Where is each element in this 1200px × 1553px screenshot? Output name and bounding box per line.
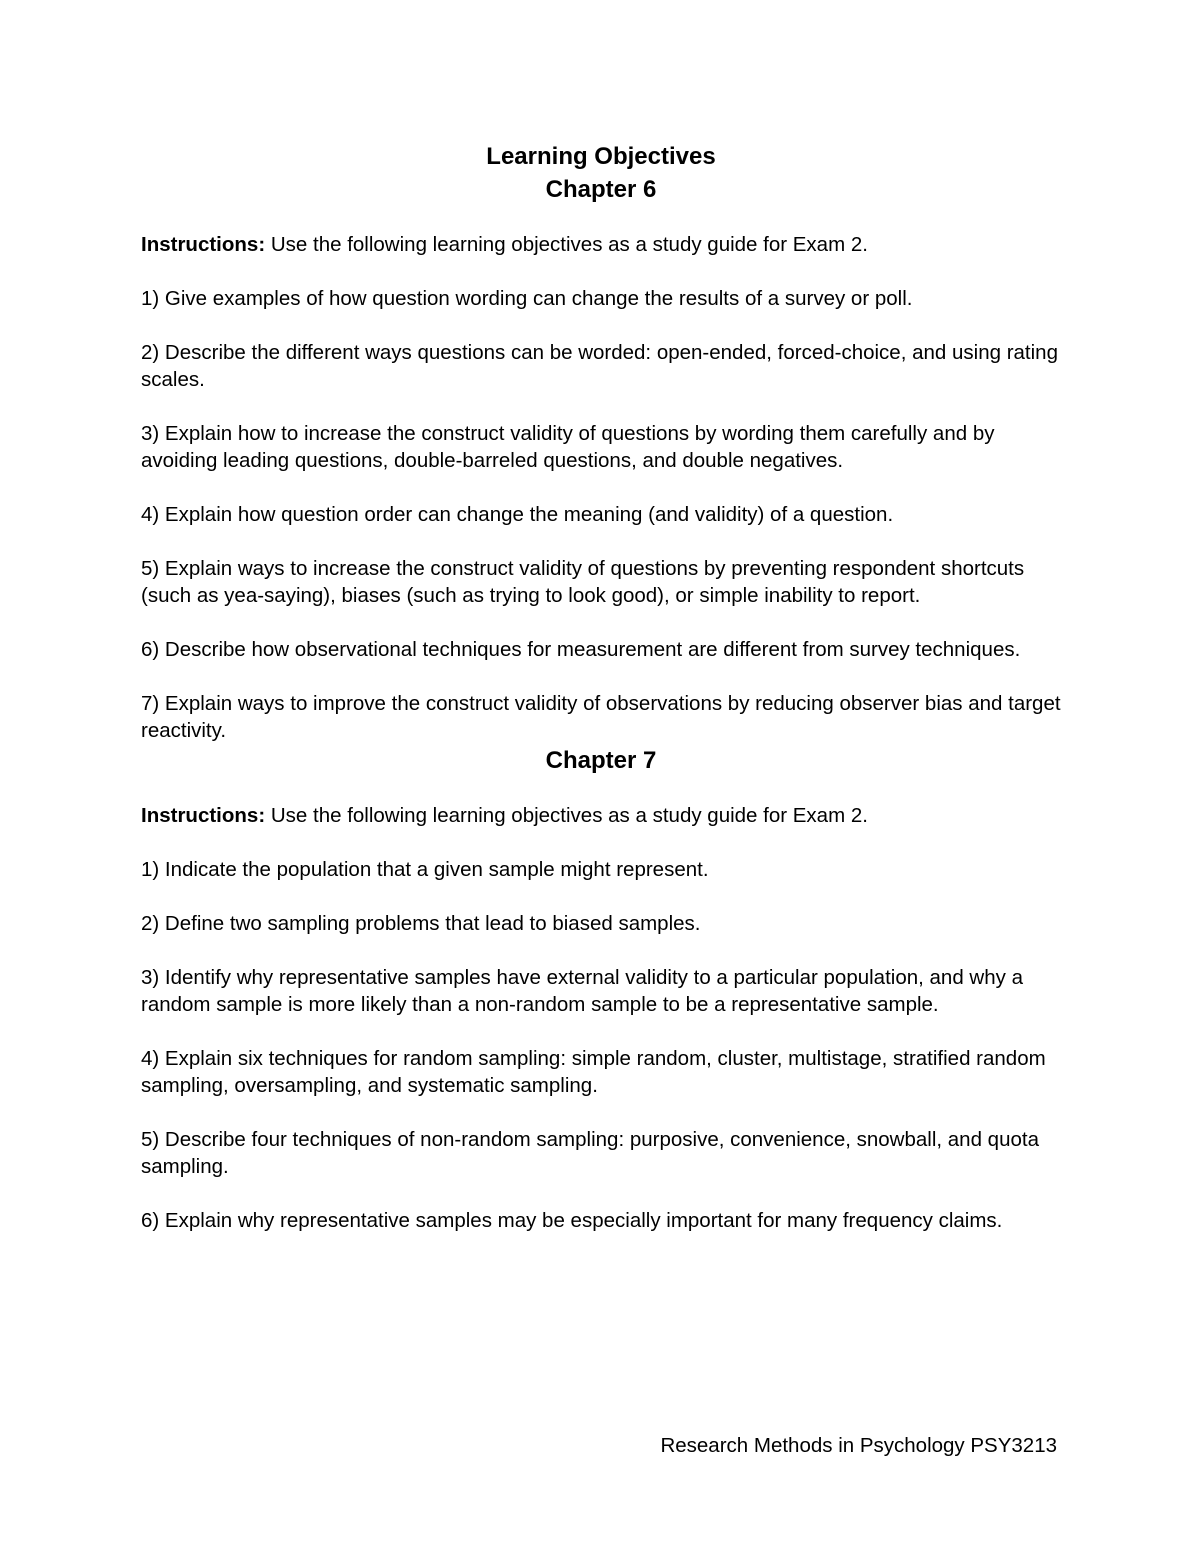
chapter-6-objectives-list [141, 285, 1061, 744]
instructions-label: Instructions: [141, 804, 266, 827]
objective-item: 3) Explain how to increase the construct validity of questions by wording them carefully and by avoiding leading questions, double-barreled questions, and double negatives. [141, 422, 995, 472]
objective-item: 2) Describe the different ways questions can be worded: open-ended, forced-choice, and using rating scales. [141, 341, 1058, 391]
objective-item: 1) Indicate the population that a given sample might represent. [141, 858, 709, 881]
instructions-label: Instructions: [141, 233, 266, 256]
instructions-text: Use the following learning objectives as a study guide for Exam 2. [265, 233, 868, 256]
chapter-7-objectives-list [141, 856, 1061, 1234]
objective-item: 3) Identify why representative samples have external validity to a particular population, and why a random sample is more likely than a non-random sample to be a representative sample. [141, 966, 1023, 1016]
objective-item: 6) Explain why representative samples may be especially important for many frequency claims. [141, 1209, 1003, 1232]
chapter-7-heading: Chapter 7 [545, 747, 657, 774]
objective-item: 5) Explain ways to increase the construct validity of questions by preventing respondent shortcuts (such as yea-saying), biases (such as trying to look good), or simple inability to report. [141, 557, 1025, 607]
objective-item: 1) Give examples of how question wording can change the results of a survey or poll. [141, 287, 913, 310]
objective-item: 4) Explain six techniques for random sampling: simple random, cluster, multistage, stratified random sampling, oversampling, and systematic sampling. [141, 1047, 1046, 1097]
instructions-text: Use the following learning objectives as a study guide for Exam 2. [265, 804, 868, 827]
objective-item: 4) Explain how question order can change the meaning (and validity) of a question. [141, 503, 894, 526]
objective-item: 7) Explain ways to improve the construct validity of observations by reducing observer bias and target reactivity. [141, 692, 1061, 742]
chapter-7-instructions [141, 802, 1061, 829]
objective-item: 2) Define two sampling problems that lead to biased samples. [141, 912, 701, 935]
chapter-6-heading: Chapter 6 [545, 176, 657, 203]
chapter-7-section [141, 744, 1061, 1234]
chapter-6-instructions [141, 231, 1061, 258]
document-title: Learning Objectives [486, 143, 716, 170]
page-footer: Research Methods in Psychology PSY3213 [660, 1434, 1057, 1457]
objective-item: 6) Describe how observational techniques for measurement are different from survey techniques. [141, 638, 1021, 661]
objective-item: 5) Describe four techniques of non-random sampling: purposive, convenience, snowball, and quota sampling. [141, 1128, 1039, 1178]
document-page [141, 140, 1061, 1234]
chapter-6-section [141, 173, 1061, 744]
